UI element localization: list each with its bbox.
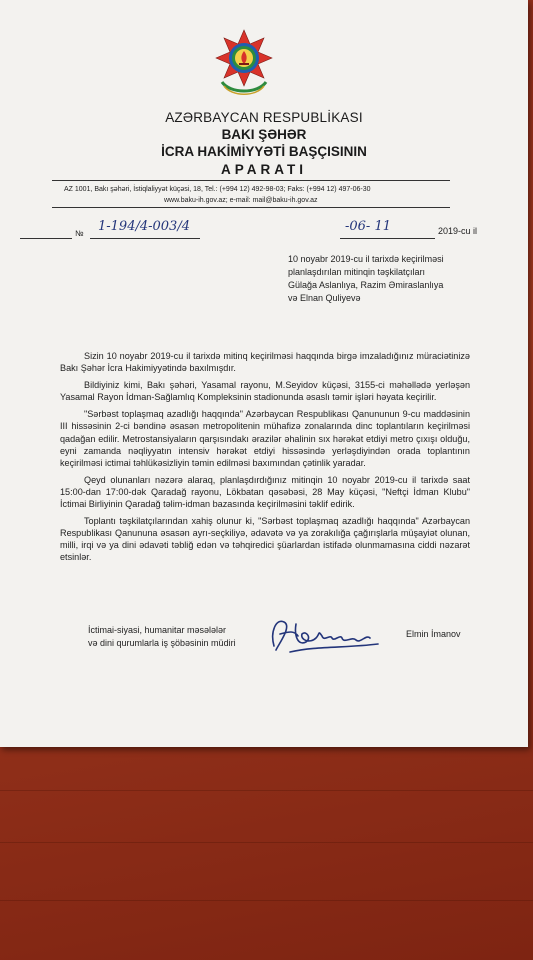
body-paragraph: Qeyd olunanları nəzərə alaraq, planlaşdırdığınız mitinqin 10 noyabr 2019-cu il tarixdə saat 15:00-dan 17:00-dək Qaradağ rayonu, Lökbatan qəsəbəsi, 28 May küçəsi, "Neftçi İdman Klubu" İctimai Birliyinin Qaradağ təlim-idman bazasında keçirilməsini təklif edirik.	[60, 474, 470, 510]
azerbaijan-state-emblem-icon	[212, 28, 276, 98]
ref-date-handwritten: -06- 11	[345, 219, 392, 234]
recipient-line: planlaşdırılan mitinqin təşkilatçıları	[288, 267, 426, 277]
header-country: AZƏRBAYCAN RESPUBLİKASI	[165, 110, 363, 125]
header-divider	[52, 180, 450, 181]
body-paragraph: Toplantı təşkilatçılarından xahiş olunur ki, "Sərbəst toplaşmaq azadlığı haqqında" Azərbaycan Respublikası Qanununa əsasən ayrı-seçkiliyə, ədavətə və ya zorakılığa çağırışlarla müşayiət olunan, milli, irqi və ya dini ədavəti təbliğ edən və təhqiredici şüarlardan istifadə olunmamasına ciddi nəzarət etsinlər.	[60, 516, 470, 563]
header-city: BAKI ŞƏHƏR	[221, 127, 307, 142]
header-office: İCRA HAKİMİYYƏTİ BAŞÇISININ	[161, 144, 367, 159]
recipient-line: və Elnan Quliyevə	[288, 293, 361, 303]
contact-divider	[52, 207, 450, 208]
ref-number-handwritten: 1-194/4-003/4	[98, 219, 190, 234]
recipient-line: 10 noyabr 2019-cu il tarixdə keçirilməsi	[288, 254, 444, 264]
handwritten-signature	[266, 612, 386, 658]
body-paragraph: "Sərbəst toplaşmaq azadlığı haqqında" Azərbaycan Respublikası Qanununun 9-cu maddəsinin III hissəsinin 2-ci bəndinə əsasən metropolitenin mühafizə zonalarında dinc toplantıların keçirilməsi qadağan edilir. Metrostansiyaların qarşısındakı ərazilər əhalinin sıx hərəkət etdiyi metro çıxışı olduğu, eyni zamanda nəqliyyatın intensiv hərəkət etdiyi hissəsində yerləşdiyindən orada toplantının keçirilməsi ictimai təhlükəsizliyin təmin edilməsi baxımından çətinlik yaradar.	[60, 409, 470, 468]
ref-year-suffix: 2019-cu il	[438, 226, 478, 236]
signatory-name: Elmin İmanov	[406, 629, 461, 639]
signatory-title	[88, 624, 236, 650]
letter-body	[60, 350, 470, 569]
contact-address: AZ 1001, Bakı şəhəri, İstiqlaliyyət küçəsi, 18, Tel.: (+994 12) 492-98-03; Faks: (+994 12) 497-06-30	[64, 186, 371, 193]
header-apparatus: APARATI	[221, 162, 307, 177]
signatory-title-line: və dini qurumlarla iş şöbəsinin müdiri	[88, 638, 236, 648]
recipient-line: Gülağa Aslanlıya, Razim Əmiraslanlıya	[288, 280, 444, 290]
ref-number-prefix: №	[75, 229, 84, 238]
ref-blank-line	[20, 229, 72, 239]
signatory-title-line: İctimai-siyasi, humanitar məsələlər	[88, 625, 227, 635]
contact-web-email: www.baku-ih.gov.az; e-mail: mail@baku-ih.gov.az	[164, 197, 318, 204]
body-paragraph: Sizin 10 noyabr 2019-cu il tarixdə mitinq keçirilməsi haqqında birgə imzaladığınız müraciətinizə Bakı Şəhər İcra Hakimiyyətində baxılmışdır.	[60, 351, 470, 374]
body-paragraph: Bildiyiniz kimi, Bakı şəhəri, Yasamal rayonu, M.Seyidov küçəsi, 3155-ci məhəllədə yerləşən Yasamal Rayon İdman-Sağlamlıq Kompleksinin stadionunda əsaslı təmir işləri həyata keçirilir.	[60, 380, 470, 403]
recipient-block	[288, 253, 488, 305]
